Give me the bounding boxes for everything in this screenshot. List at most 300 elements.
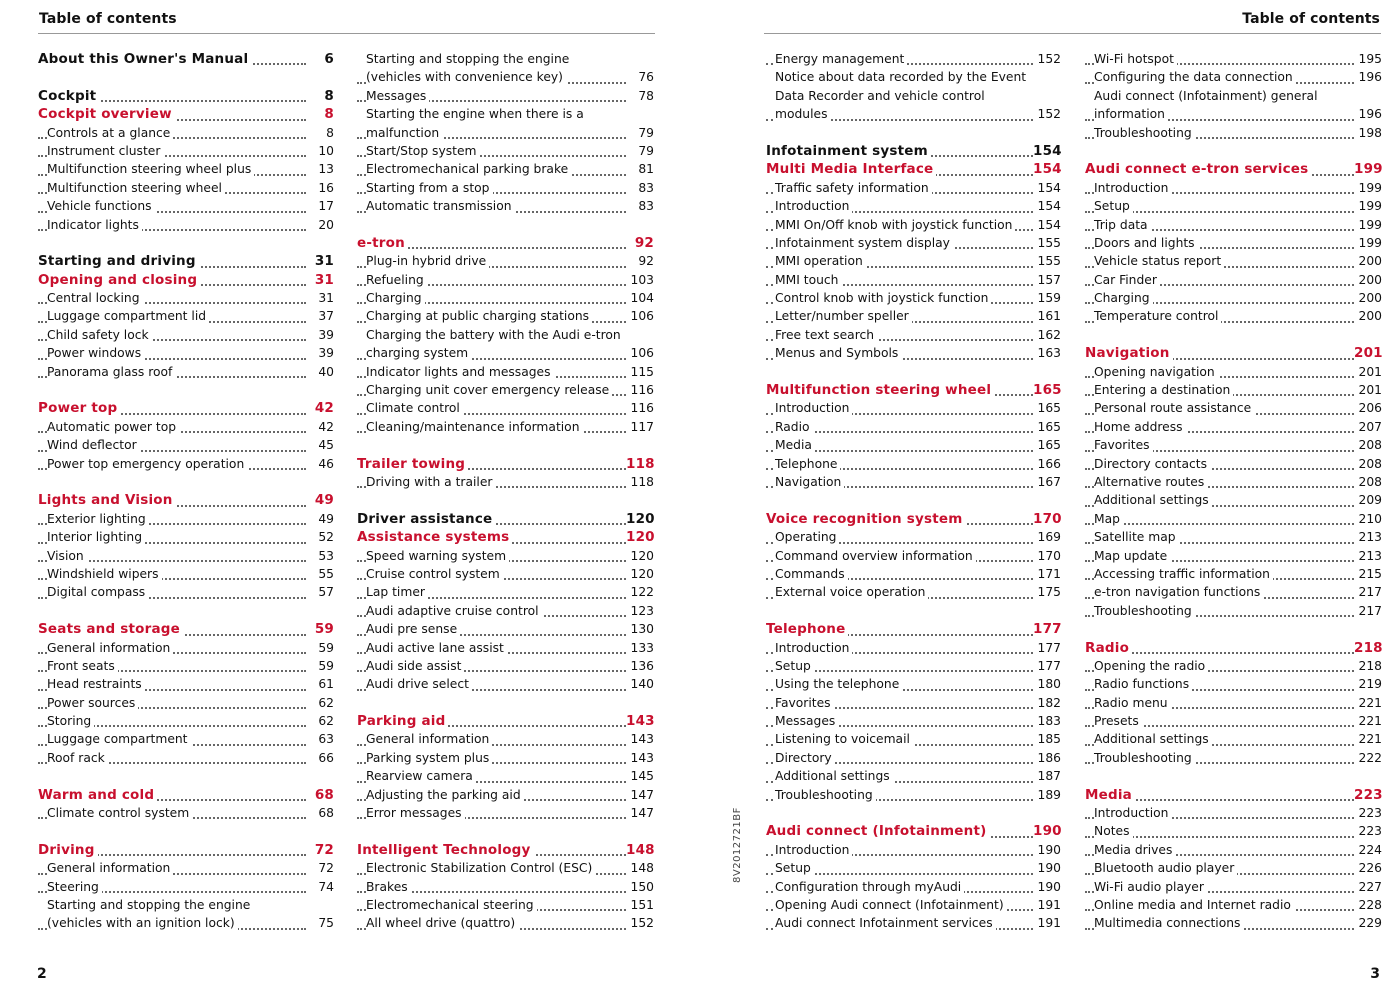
toc-page-number: 186 xyxy=(1033,749,1061,767)
toc-entry-line xyxy=(766,68,1061,86)
toc-entry xyxy=(357,767,654,785)
toc-entry-title: Menus and Symbols xyxy=(775,344,901,362)
toc-entry xyxy=(38,179,334,197)
toc-page-number: 10 xyxy=(306,142,334,160)
toc-entry-title: Child safety lock xyxy=(47,326,152,344)
toc-page-number: 116 xyxy=(626,399,654,417)
toc-entry-title: Introduction xyxy=(1094,804,1171,822)
toc-entry xyxy=(1085,307,1382,325)
toc-entry xyxy=(1085,234,1382,252)
toc-entry xyxy=(1085,252,1382,270)
toc-entry-title: Messages xyxy=(775,712,838,730)
toc-entry xyxy=(1085,896,1382,914)
toc-entry xyxy=(766,399,1061,417)
toc-entry xyxy=(766,50,1061,68)
toc-entry-title: Multifunction steering wheel plus xyxy=(47,160,254,178)
toc-entry xyxy=(1085,289,1382,307)
toc-entry xyxy=(1085,804,1382,822)
toc-page-number: 200 xyxy=(1354,307,1382,325)
toc-entry-title: Temperature control xyxy=(1094,307,1221,325)
toc-entry-title: Energy management xyxy=(775,50,907,68)
toc-entry-title: (vehicles with convenience key) xyxy=(366,68,566,86)
toc-entry-title: Audi adaptive cruise control xyxy=(366,602,542,620)
toc-entry xyxy=(1085,271,1382,289)
toc-entry xyxy=(38,675,334,693)
toc-entry xyxy=(766,418,1061,436)
toc-entry-title: Lap timer xyxy=(366,583,428,601)
toc-entry-title: All wheel drive (quattro) xyxy=(366,914,518,932)
right-page xyxy=(722,0,1394,1000)
toc-page-number: 57 xyxy=(306,583,334,601)
toc-page-number: 68 xyxy=(306,804,334,822)
toc-page-number: 165 xyxy=(1033,399,1061,417)
toc-entry xyxy=(357,197,654,215)
toc-entry-title: Wind deflector xyxy=(47,436,140,454)
toc-section-entry xyxy=(38,620,334,638)
toc-entry xyxy=(38,197,334,215)
toc-page-number: 223 xyxy=(1354,822,1382,840)
toc-entry-title: Start/Stop system xyxy=(366,142,480,160)
toc-entry-title: Cockpit overview xyxy=(38,105,175,123)
toc-entry xyxy=(766,473,1061,491)
toc-entry-title: Speed warning system xyxy=(366,547,509,565)
toc-page-number: 218 xyxy=(1354,657,1382,675)
section-spacer xyxy=(766,602,1061,620)
toc-page-number: 72 xyxy=(306,859,334,877)
toc-entry xyxy=(357,859,654,877)
toc-entry xyxy=(357,675,654,693)
toc-entry xyxy=(1085,381,1382,399)
toc-page-number: 201 xyxy=(1354,345,1383,362)
toc-entry-title: Intelligent Technology xyxy=(357,841,534,859)
toc-entry-title: Home address xyxy=(1094,418,1186,436)
toc-entry-title: Charging the battery with the Audi e-tron xyxy=(366,326,624,344)
toc-page-number: 63 xyxy=(306,730,334,748)
toc-entry xyxy=(38,730,334,748)
toc-page-number: 165 xyxy=(1033,436,1061,454)
toc-entry xyxy=(38,712,334,730)
section-spacer xyxy=(357,436,654,454)
toc-entry xyxy=(38,124,334,142)
toc-entry-title: Starting and stopping the engine xyxy=(366,50,572,68)
toc-entry xyxy=(766,105,1061,123)
toc-entry-title: Voice recognition system xyxy=(766,510,965,528)
toc-entry-title: Lights and Vision xyxy=(38,491,176,509)
section-spacer xyxy=(38,822,334,840)
toc-entry-title: Presets xyxy=(1094,712,1142,730)
toc-entry-title: Cleaning/maintenance information xyxy=(366,418,583,436)
toc-entry xyxy=(38,694,334,712)
toc-page-number: 189 xyxy=(1033,786,1061,804)
toc-entry xyxy=(1085,694,1382,712)
toc-entry xyxy=(766,730,1061,748)
toc-entry xyxy=(766,547,1061,565)
toc-entry xyxy=(357,142,654,160)
toc-entry xyxy=(38,455,334,473)
toc-entry xyxy=(38,418,334,436)
toc-entry-title: Starting and driving xyxy=(38,252,199,270)
toc-entry-title: Telephone xyxy=(775,455,840,473)
toc-entry-title: Troubleshooting xyxy=(1094,124,1195,142)
toc-entry-title: Accessing traffic information xyxy=(1094,565,1273,583)
toc-page-number: 196 xyxy=(1354,105,1382,123)
toc-entry-title: Audi side assist xyxy=(366,657,464,675)
toc-chapter-entry xyxy=(38,50,334,68)
toc-page-number: 148 xyxy=(626,841,655,858)
toc-page-number: 76 xyxy=(626,68,654,86)
toc-entry-title: Audi pre sense xyxy=(366,620,460,638)
toc-section-entry xyxy=(357,455,654,473)
toc-page-number: 72 xyxy=(306,841,334,859)
toc-column-1 xyxy=(38,50,334,933)
toc-entry xyxy=(38,160,334,178)
toc-page-number: 154 xyxy=(1033,197,1061,215)
toc-entry xyxy=(357,87,654,105)
toc-entry-title: Online media and Internet radio xyxy=(1094,896,1294,914)
toc-page-number: 185 xyxy=(1033,730,1061,748)
toc-page-number: 213 xyxy=(1354,528,1382,546)
toc-entry xyxy=(38,583,334,601)
toc-entry-title: Favorites xyxy=(1094,436,1153,454)
toc-entry-title: Adjusting the parking aid xyxy=(366,786,524,804)
toc-page-number: 227 xyxy=(1354,878,1382,896)
toc-entry-title: Introduction xyxy=(1094,179,1171,197)
toc-page-number: 190 xyxy=(1033,878,1061,896)
toc-page-number: 62 xyxy=(306,694,334,712)
toc-page-number: 49 xyxy=(306,491,334,509)
toc-entry-title: Head restraints xyxy=(47,675,145,693)
toc-page-number: 217 xyxy=(1354,583,1382,601)
toc-entry xyxy=(766,914,1061,932)
toc-page-number: 191 xyxy=(1033,914,1061,932)
toc-entry xyxy=(357,179,654,197)
toc-entry-title: Configuration through myAudi xyxy=(775,878,964,896)
toc-entry xyxy=(38,639,334,657)
toc-entry-title: Free text search xyxy=(775,326,877,344)
toc-entry xyxy=(38,216,334,234)
toc-entry xyxy=(1085,363,1382,381)
toc-entry xyxy=(357,381,654,399)
toc-section-entry xyxy=(766,510,1061,528)
toc-entry xyxy=(357,252,654,270)
toc-page-number: 209 xyxy=(1354,491,1382,509)
toc-page-number: 166 xyxy=(1033,455,1061,473)
toc-entry-title: Rearview camera xyxy=(366,767,476,785)
toc-entry xyxy=(38,565,334,583)
toc-entry-title: Brakes xyxy=(366,878,411,896)
toc-entry-title: Vehicle functions xyxy=(47,197,155,215)
toc-entry-title: Luggage compartment xyxy=(47,730,191,748)
toc-page-number: 46 xyxy=(306,455,334,473)
toc-page-number: 106 xyxy=(626,344,654,362)
section-spacer xyxy=(766,491,1061,509)
toc-entry xyxy=(766,675,1061,693)
toc-page-number: 17 xyxy=(306,197,334,215)
toc-page-number: 79 xyxy=(626,142,654,160)
toc-entry-title: Navigation xyxy=(775,473,844,491)
toc-column-3 xyxy=(766,50,1061,933)
toc-page-number: 39 xyxy=(306,344,334,362)
toc-page-number: 223 xyxy=(1354,786,1383,803)
dot-leader xyxy=(1085,523,1354,525)
toc-entry-title: Audi connect (Infotainment) general xyxy=(1094,87,1321,105)
toc-entry xyxy=(1085,749,1382,767)
toc-entry-title: Introduction xyxy=(775,639,852,657)
toc-page-number: 157 xyxy=(1033,271,1061,289)
toc-entry xyxy=(766,786,1061,804)
toc-page-number: 37 xyxy=(306,307,334,325)
toc-entry-title: Refueling xyxy=(366,271,427,289)
toc-page-number: 191 xyxy=(1033,896,1061,914)
toc-entry-title: Troubleshooting xyxy=(1094,602,1195,620)
toc-page-number: 74 xyxy=(306,878,334,896)
toc-entry-title: Plug-in hybrid drive xyxy=(366,252,489,270)
toc-entry-title: (vehicles with an ignition lock) xyxy=(47,914,238,932)
toc-entry-title: Radio functions xyxy=(1094,675,1192,693)
toc-entry xyxy=(766,326,1061,344)
toc-entry-title: Starting the engine when there is a xyxy=(366,105,587,123)
toc-page-number: 175 xyxy=(1033,583,1061,601)
toc-entry-title: information xyxy=(1094,105,1168,123)
toc-page-number: 13 xyxy=(306,160,334,178)
toc-chapter-entry xyxy=(766,142,1061,160)
toc-section-entry xyxy=(357,841,654,859)
header-rule-right xyxy=(764,33,1381,34)
toc-entry-title: Additional settings xyxy=(1094,491,1212,509)
toc-entry-title: Charging xyxy=(1094,289,1153,307)
toc-page-number: 226 xyxy=(1354,859,1382,877)
toc-page-number: 165 xyxy=(1033,418,1061,436)
toc-entry xyxy=(357,620,654,638)
toc-entry-title: Warm and cold xyxy=(38,786,157,804)
toc-entry-title: Letter/number speller xyxy=(775,307,912,325)
toc-entry xyxy=(38,914,334,932)
toc-page-number: 154 xyxy=(1033,179,1061,197)
toc-entry-title: malfunction xyxy=(366,124,442,142)
toc-entry-line xyxy=(38,896,334,914)
toc-entry-title: Media xyxy=(775,436,815,454)
toc-entry xyxy=(357,878,654,896)
toc-section-entry xyxy=(38,399,334,417)
toc-page-number: 217 xyxy=(1354,602,1382,620)
toc-entry-title: Infotainment system display xyxy=(775,234,953,252)
toc-page-number: 169 xyxy=(1033,528,1061,546)
toc-entry-title: Multi Media Interface xyxy=(766,160,936,178)
toc-entry-title: Audi connect Infotainment services xyxy=(775,914,996,932)
toc-section-entry xyxy=(357,528,654,546)
toc-entry-line xyxy=(766,87,1061,105)
toc-entry-title: Traffic safety information xyxy=(775,179,932,197)
toc-page-number: 136 xyxy=(626,657,654,675)
toc-entry xyxy=(766,565,1061,583)
toc-entry-title: Digital compass xyxy=(47,583,148,601)
toc-entry xyxy=(38,289,334,307)
toc-entry xyxy=(766,344,1061,362)
page-number-right: 3 xyxy=(1370,966,1380,982)
toc-entry xyxy=(766,896,1061,914)
toc-page-number: 53 xyxy=(306,547,334,565)
toc-entry-title: Troubleshooting xyxy=(1094,749,1195,767)
toc-page-number: 199 xyxy=(1354,216,1382,234)
toc-page-number: 210 xyxy=(1354,510,1382,528)
toc-page-number: 120 xyxy=(626,529,655,546)
toc-entry-line xyxy=(357,50,654,68)
toc-page-number: 8 xyxy=(306,105,334,123)
toc-entry-title: Personal route assistance xyxy=(1094,399,1254,417)
toc-entry xyxy=(766,271,1061,289)
toc-entry xyxy=(1085,859,1382,877)
toc-page-number: 122 xyxy=(626,583,654,601)
toc-page-number: 152 xyxy=(1033,50,1061,68)
toc-page-number: 215 xyxy=(1354,565,1382,583)
toc-entry xyxy=(766,657,1061,675)
toc-entry-title: Directory contacts xyxy=(1094,455,1210,473)
toc-entry-line xyxy=(1085,87,1382,105)
toc-entry-title: Entering a destination xyxy=(1094,381,1233,399)
toc-entry xyxy=(357,271,654,289)
toc-entry-title: Setup xyxy=(775,657,814,675)
toc-entry-title: Starting and stopping the engine xyxy=(47,896,253,914)
toc-entry xyxy=(357,896,654,914)
toc-column-2 xyxy=(357,50,654,933)
toc-entry-title: Climate control xyxy=(366,399,463,417)
toc-page-number: 177 xyxy=(1033,621,1062,638)
toc-entry-title: Messages xyxy=(366,87,429,105)
toc-entry xyxy=(357,547,654,565)
toc-page-number: 143 xyxy=(626,713,655,730)
toc-entry xyxy=(1085,822,1382,840)
toc-entry-title: Driving xyxy=(38,841,98,859)
toc-entry xyxy=(1085,418,1382,436)
toc-page-number: 201 xyxy=(1354,363,1382,381)
section-spacer xyxy=(38,68,334,86)
toc-entry-title: Media drives xyxy=(1094,841,1175,859)
toc-entry-title: Automatic transmission xyxy=(366,197,515,215)
toc-page-number: 187 xyxy=(1033,767,1061,785)
toc-page-number: 83 xyxy=(626,179,654,197)
toc-entry-title: MMI On/Off knob with joystick function xyxy=(775,216,1015,234)
section-spacer xyxy=(357,822,654,840)
toc-entry xyxy=(357,914,654,932)
toc-entry xyxy=(38,326,334,344)
toc-entry xyxy=(38,547,334,565)
toc-section-entry xyxy=(38,491,334,509)
toc-entry-title: Audi connect (Infotainment) xyxy=(766,822,989,840)
toc-page-number: 165 xyxy=(1033,382,1062,399)
toc-entry-title: Error messages xyxy=(366,804,465,822)
left-page xyxy=(0,0,690,1000)
toc-entry xyxy=(766,234,1061,252)
toc-page-number: 120 xyxy=(626,510,655,527)
toc-page-number: 83 xyxy=(626,197,654,215)
header-rule-left xyxy=(38,33,655,34)
toc-entry-title: Indicator lights xyxy=(47,216,142,234)
toc-entry xyxy=(1085,68,1382,86)
toc-page-number: 218 xyxy=(1354,639,1383,656)
toc-entry xyxy=(357,160,654,178)
toc-page-number: 31 xyxy=(306,289,334,307)
toc-entry-title: Power sources xyxy=(47,694,138,712)
toc-entry-title: Operating xyxy=(775,528,839,546)
toc-entry-title: Multimedia connections xyxy=(1094,914,1243,932)
toc-entry xyxy=(38,510,334,528)
toc-page-number: 198 xyxy=(1354,124,1382,142)
toc-entry xyxy=(38,657,334,675)
toc-page-number: 206 xyxy=(1354,399,1382,417)
toc-entry-title: Storing xyxy=(47,712,94,730)
toc-entry-title: Command overview information xyxy=(775,547,976,565)
toc-chapter-entry xyxy=(357,510,654,528)
toc-page-number: 120 xyxy=(626,547,654,565)
toc-section-entry xyxy=(357,712,654,730)
toc-page-number: 171 xyxy=(1033,565,1061,583)
toc-page-number: 208 xyxy=(1354,455,1382,473)
toc-entry xyxy=(1085,878,1382,896)
toc-page-number: 106 xyxy=(626,307,654,325)
toc-entry-title: MMI touch xyxy=(775,271,841,289)
toc-entry-title: Control knob with joystick function xyxy=(775,289,991,307)
toc-page-number: 103 xyxy=(626,271,654,289)
toc-entry-title: Audi drive select xyxy=(366,675,472,693)
toc-entry xyxy=(357,344,654,362)
toc-entry xyxy=(1085,657,1382,675)
toc-entry-title: modules xyxy=(775,105,831,123)
toc-entry xyxy=(357,730,654,748)
toc-page-number: 154 xyxy=(1033,161,1062,178)
toc-entry-title: Radio xyxy=(1085,639,1132,657)
toc-entry-title: Assistance systems xyxy=(357,528,512,546)
toc-section-entry xyxy=(766,620,1061,638)
toc-entry-title: Map xyxy=(1094,510,1123,528)
toc-page-number: 177 xyxy=(1033,657,1061,675)
toc-entry-title: Doors and lights xyxy=(1094,234,1198,252)
toc-page-number: 143 xyxy=(626,730,654,748)
toc-page-number: 159 xyxy=(1033,289,1061,307)
toc-page-number: 196 xyxy=(1354,68,1382,86)
toc-page-number: 20 xyxy=(306,216,334,234)
toc-entry xyxy=(766,528,1061,546)
toc-page-number: 167 xyxy=(1033,473,1061,491)
toc-entry-title: Seats and storage xyxy=(38,620,183,638)
toc-entry-line xyxy=(357,326,654,344)
toc-page-number: 163 xyxy=(1033,344,1061,362)
toc-entry xyxy=(38,528,334,546)
toc-entry-title: Setup xyxy=(775,859,814,877)
toc-entry xyxy=(38,749,334,767)
toc-entry-title: Favorites xyxy=(775,694,834,712)
toc-section-entry xyxy=(38,841,334,859)
toc-page-number: 162 xyxy=(1033,326,1061,344)
toc-entry-title: Front seats xyxy=(47,657,118,675)
toc-entry xyxy=(1085,510,1382,528)
page-number-left: 2 xyxy=(37,966,47,982)
toc-page-number: 123 xyxy=(626,602,654,620)
toc-page-number: 39 xyxy=(306,326,334,344)
toc-entry xyxy=(766,639,1061,657)
toc-entry-title: Notes xyxy=(1094,822,1133,840)
toc-entry-title: Driving with a trailer xyxy=(366,473,495,491)
toc-entry-title: About this Owner's Manual xyxy=(38,50,251,68)
toc-entry xyxy=(38,307,334,325)
toc-page-number: 59 xyxy=(306,639,334,657)
toc-entry-title: Infotainment system xyxy=(766,142,931,160)
section-spacer xyxy=(38,767,334,785)
toc-entry-title: Power windows xyxy=(47,344,144,362)
toc-entry-title: Audi connect e-tron services xyxy=(1085,160,1311,178)
toc-entry xyxy=(357,418,654,436)
toc-entry xyxy=(1085,730,1382,748)
toc-section-entry xyxy=(1085,639,1382,657)
